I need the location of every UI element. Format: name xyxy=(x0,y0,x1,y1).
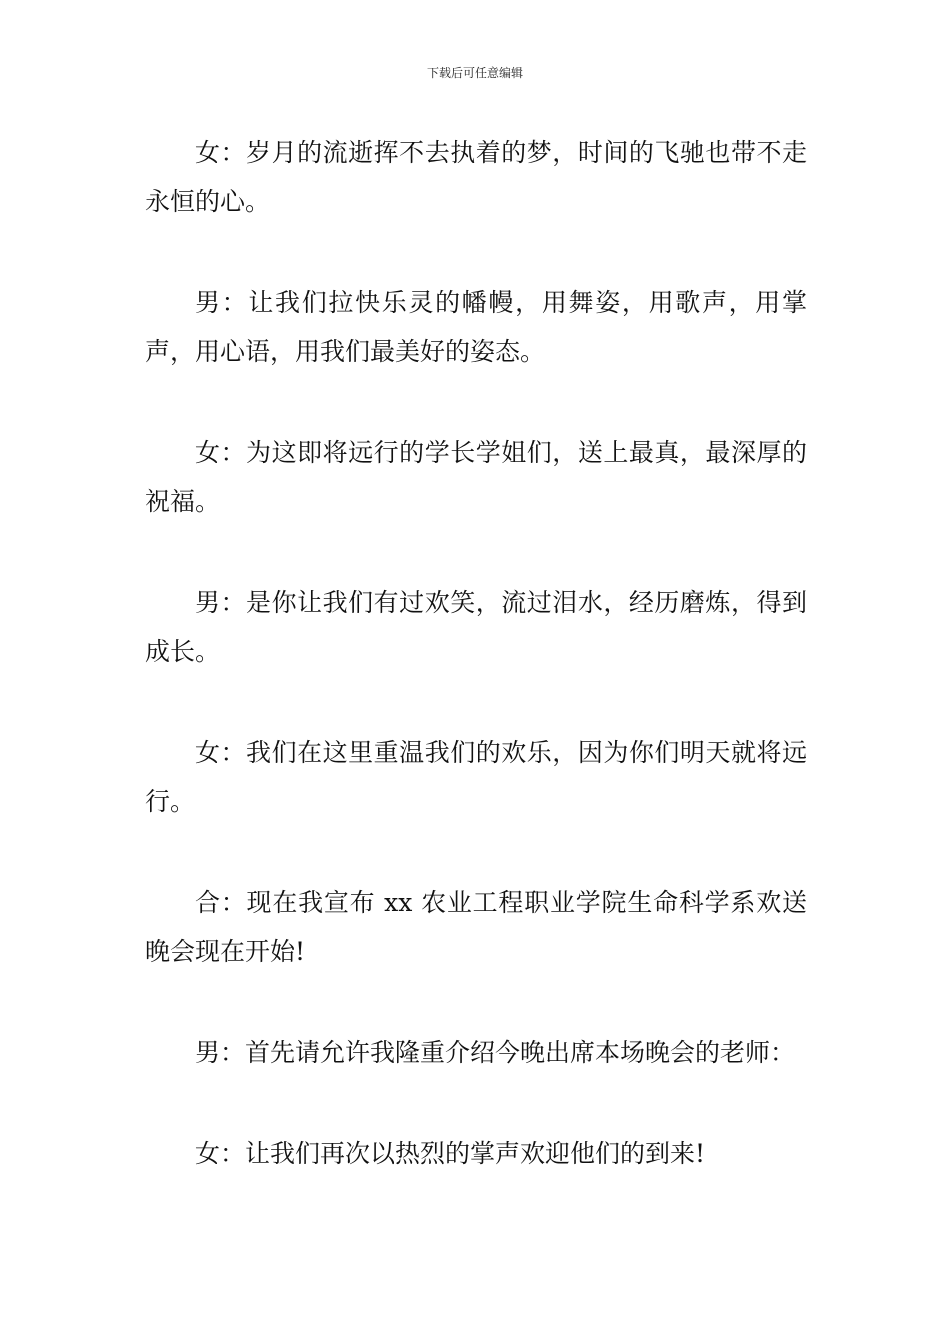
paragraph-3: 女：为这即将远行的学长学姐们，送上最真，最深厚的祝福。 xyxy=(145,438,807,516)
paragraph-5: 女：我们在这里重温我们的欢乐，因为你们明天就将远行。 xyxy=(145,738,807,816)
paragraph-2: 男：让我们拉快乐灵的幡幔，用舞姿，用歌声，用掌声，用心语，用我们最美好的姿态。 xyxy=(145,288,807,366)
paragraph-8: 女：让我们再次以热烈的掌声欢迎他们的到来! xyxy=(195,1139,706,1168)
paragraph-7: 男：首先请允许我隆重介绍今晚出席本场晚会的老师： xyxy=(195,1038,796,1067)
document-body xyxy=(145,128,807,1230)
paragraph-4: 男：是你让我们有过欢笑，流过泪水，经历磨炼，得到成长。 xyxy=(145,588,807,666)
header-note: 下载后可任意编辑 xyxy=(426,66,523,80)
paragraph-6: 合：现在我宣布 xx 农业工程职业学院生命科学系欢送晚会现在开始! xyxy=(145,888,807,966)
paragraph-1: 女：岁月的流逝挥不去执着的梦，时间的飞驰也带不走永恒的心。 xyxy=(145,138,807,216)
